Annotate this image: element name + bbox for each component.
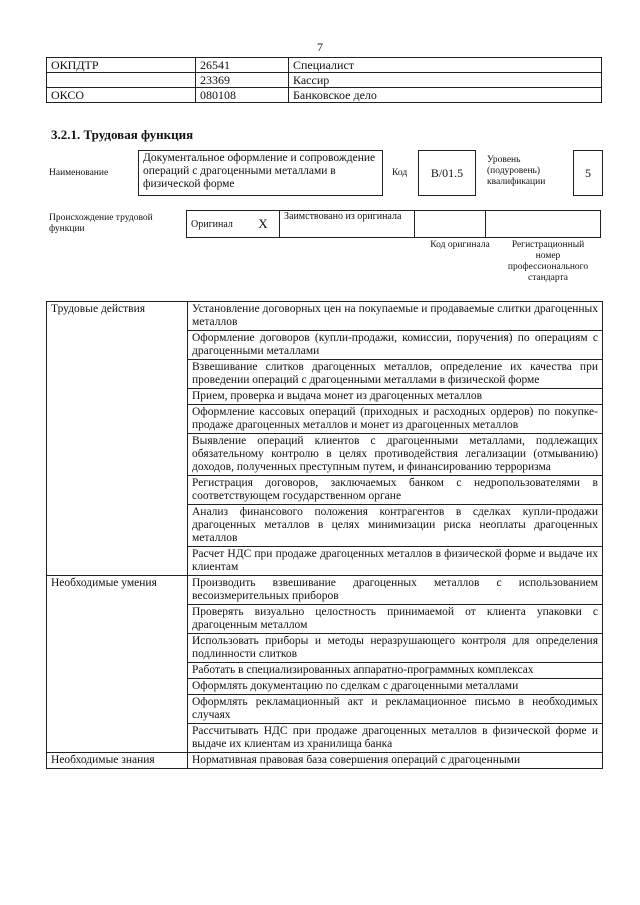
section-item: Нормативная правовая база совершения операций с драгоценными [188,753,603,769]
section-category: Необходимые знания [47,753,188,769]
section-item: Проверять визуально целостность принимаемой от клиента упаковки с драгоценным металлом [188,605,603,634]
classification-name: Кассир [289,73,602,88]
section-item: Производить взвешивание драгоценных металлов с использованием весоизмерительных приборов [188,576,603,605]
section-item: Выявление операций клиентов с драгоценными металлами, подлежащих обязательному контролю в целях противодействия легализации (отмыванию) доходов, полученных преступным путем, и финансированию терроризма [188,434,603,476]
classification-row [47,88,602,103]
original-label: Оригинал [187,211,248,238]
section-item: Оформление кассовых операций (приходных и расходных ордеров) по покупке-продаже драгоценных металлов и монет из драгоценных металлов [188,405,603,434]
code-caption: Код оригинала [430,240,490,250]
section-item: Рассчитывать НДС при продаже драгоценных металлов в физической форме и выдаче их клиентам из хранилища банка [188,724,603,753]
registration-number-cell [486,211,601,238]
original-code-cell [415,211,486,238]
section-title: 3.2.1. Трудовая функция [51,127,194,142]
page-number: 7 [317,40,323,54]
classification-name: Специалист [289,58,602,73]
table-row [47,302,603,331]
section-item: Анализ финансового положения контрагентов в сделках купли-продажи драгоценных металлов в целях минимизации риска неоплаты драгоценных металлов [188,505,603,547]
borrowed-label: Заимствовано из оригинала [280,211,415,238]
classification-number: 23369 [196,73,289,88]
section-item: Оформлять документацию по сделкам с драгоценными металлами [188,679,603,695]
section-item: Использовать приборы и методы неразрушающего контроля для определения подлинности слитков [188,634,603,663]
section-item: Взвешивание слитков драгоценных металлов, определение их качества при проведении операций с драгоценными металлами в физической форме [188,360,603,389]
function-details-table [46,301,603,769]
table-row [47,753,603,769]
origin-table [186,210,601,238]
section-item: Расчет НДС при продаже драгоценных металлов в физической форме и выдаче их клиентам [188,547,603,576]
classification-code [47,73,196,88]
origin-label: Происхождение трудовой функции [49,213,153,234]
level-box: 5 [573,150,603,196]
section-item: Прием, проверка и выдача монет из драгоценных металлов [188,389,603,405]
classification-row [47,58,602,73]
section-category: Трудовые действия [47,302,188,576]
function-name-box: Документальное оформление и сопровождение операций с драгоценными металлами в физической форме [138,150,383,196]
section-item: Оформление договоров (купли-продажи, комиссии, поручения) по операциям с драгоценными металлами [188,331,603,360]
registration-caption: Регистрационный номер профессионального стандарта [507,240,589,283]
table-row [47,576,603,605]
classification-name: Банковское дело [289,88,602,103]
classification-code: ОКПДТР [47,58,196,73]
section-category: Необходимые умения [47,576,188,753]
original-mark: X [247,211,280,238]
section-item: Установление договорных цен на покупаемые и продаваемые слитки драгоценных металлов [188,302,603,331]
function-code-box: B/01.5 [418,150,476,196]
section-item: Регистрация договоров, заключаемых банком с недропользователями в соответствующем государственном органе [188,476,603,505]
section-item: Оформлять рекламационный акт и рекламационное письмо в необходимых случаях [188,695,603,724]
classification-code: ОКСО [47,88,196,103]
name-label: Наименование [49,168,109,178]
classification-number: 26541 [196,58,289,73]
code-label: Код [392,168,408,178]
classification-row [47,73,602,88]
level-label: Уровень (подуровень) квалификации [487,155,546,187]
classification-table [46,57,602,103]
section-item: Работать в специализированных аппаратно-программных комплексах [188,663,603,679]
classification-number: 080108 [196,88,289,103]
